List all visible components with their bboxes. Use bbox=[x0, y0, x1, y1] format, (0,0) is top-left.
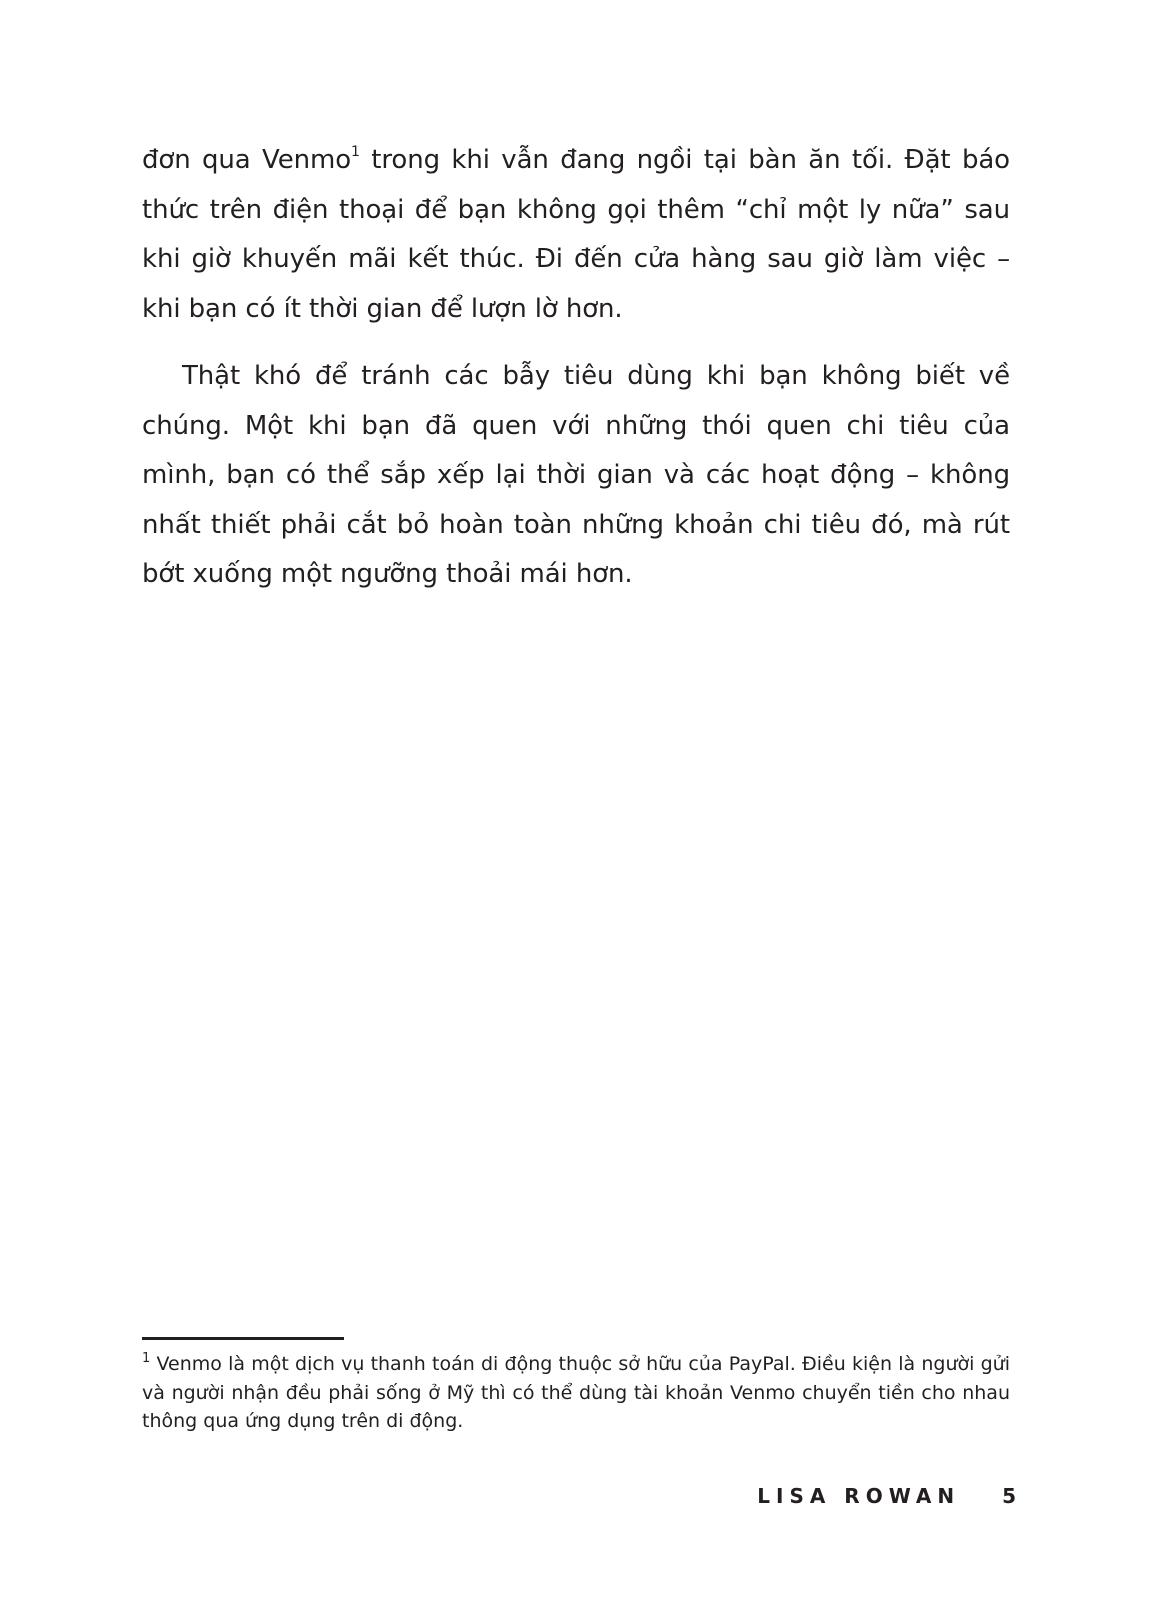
footnote-separator bbox=[142, 1337, 344, 1340]
paragraph-1-rest: trong khi vẫn đang ngồi tại bàn ăn tối. Đặt báo thức trên điện thoại để bạn không gọi thêm “chỉ một ly nữa” sau khi giờ khuyến mãi kết thúc. Đi đến cửa hàng sau giờ làm việc – khi bạn có ít thời gian để lượn lờ hơn. bbox=[142, 145, 1010, 324]
page-number: 5 bbox=[1002, 1484, 1016, 1508]
footnote bbox=[142, 1350, 1010, 1436]
body-text bbox=[142, 136, 1010, 600]
running-footer bbox=[757, 1484, 1016, 1508]
paragraph-1 bbox=[142, 136, 1010, 334]
paragraph-2: Thật khó để tránh các bẫy tiêu dùng khi bạn không biết về chúng. Một khi bạn đã quen với những thói quen chi tiêu của mình, bạn có thể sắp xếp lại thời gian và các hoạt động – không nhất thiết phải cắt bỏ hoàn toàn những khoản chi tiêu đó, mà rút bớt xuống một ngưỡng thoải mái hơn. bbox=[142, 361, 1010, 589]
footnote-marker: 1 bbox=[142, 1351, 151, 1366]
footnote-reference[interactable]: 1 bbox=[351, 144, 360, 160]
footnote-text: Venmo là một dịch vụ thanh toán di động thuộc sở hữu của PayPal. Điều kiện là người gửi và người nhận đều phải sống ở Mỹ thì có thể dùng tài khoản Venmo chuyển tiền cho nhau thông qua ứng dụng trên di động. bbox=[142, 1353, 1010, 1432]
footer-author: LISA ROWAN bbox=[757, 1484, 961, 1508]
paragraph-1-start: đơn qua Venmo bbox=[142, 145, 352, 175]
